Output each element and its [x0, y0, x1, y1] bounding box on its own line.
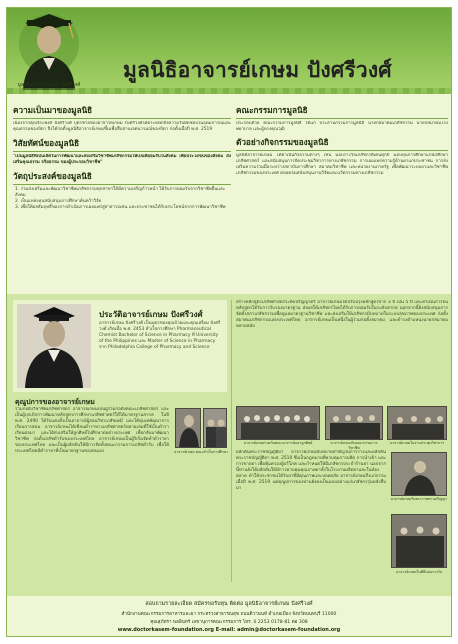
photo-group-small — [203, 408, 227, 448]
vision-heading: วิสัยทัศน์ของมูลนิธิ — [13, 137, 231, 152]
merits-heading: คุณูปการของอาจารย์เกษม — [15, 398, 95, 406]
photo-caption-4: อาจารย์เกษมในงานประชุมวิชาการ — [389, 441, 445, 445]
activities-text: มูลนิธิอาจารย์เกษม ได้ดำเนินกิจกรรมต่างๆ เช่น มอบรางวัลเภสัชกรดีเด่นทุกปี มอบทุนการศึกษาแก่นักศึกษาเภสัชศาสตร์ และสนับสนุนการจัดประชุมวิชาการทางเภสัชกรรม การเผยแพร่ความรู้ด้านยาแก่ประชาชน การส่งเสริมความร่วมมือระหว่างสถาบันการศึกษา สมาคมวิชาชีพ และหน่วยงานภาครัฐ เพื่อพัฒนาระบบยาและวิชาชีพเภสัชกรรมของประเทศ ตลอดจนสนับสนุนงานวิจัยและนวัตกรรมทางเภสัชกรรม — [236, 153, 448, 176]
merits-text: ร่วมก่อตั้งวิชาชีพเภสัชศาสตร์ อาจารย์เกษมเป็นผู้ร่วมก่อตั้งคณะเภสัชศาสตร์ และเป็นผู้บุกเบิกการพัฒนาหลักสูตรการศึกษาเภสัชศาสตร์ให้ได้มาตรฐานสากล ในปี พ.ศ. 2490 ได้รับแต่งตั้งเป็นอาจารย์ผู้สอนวิชาเภสัชเคมี และได้ทุ่มเทพัฒนาการเรียนการสอน อาจารย์เกษมได้เขียนตำราทางเภสัชศาสตร์หลายเล่มที่ใช้เป็นตำราเรียนต่อมา และได้ส่งเสริมให้ลูกศิษย์ไปศึกษาต่อต่างประเทศ เพื่อกลับมาพัฒนาวิชาชีพ ก่อตั้งเภสัชตำรับของประเทศไทย อาจารย์เกษมเป็นผู้ริเริ่มจัดทำตำรายาของประเทศไทย และเป็นผู้ผลักดันให้มีการจัดตั้งคณะกรรมการเภสัชตำรับ เพื่อให้ประเทศไทยมีตำรายาที่เป็นมาตรฐานของตนเอง — [15, 407, 169, 454]
founder-graduation-portrait — [13, 10, 85, 90]
contact-footer — [7, 596, 451, 637]
founder-bio: อาจารย์เกษม ปังศรีวงศ์ เป็นบุตรของคุณบ้วยและคุณเสงี่ยม ปังศรีวงศ์ เกิดเมื่อ พ.ศ. 2453 สำเร็จการศึกษา Pharmaceutical Chemist Bachelor of Science in Pharmacy ที่ University of the Philippines และ Master of Science in Pharmacy จาก Philadelphia College of Pharmacy and Science — [99, 321, 221, 350]
photo-caption-6: อาจารย์เกษมในพิธีมอบรางวัล — [396, 570, 442, 574]
photo-caption-2: อาจารย์เกษมร่วมกับคณะอาจารย์และลูกศิษย์ — [243, 441, 313, 445]
footer-contact-heading: สอบถามรายละเอียด สมัครขอรับทุน ติดต่อ มูลนิธิอาจารย์เกษม ปังศรีวงศ์ — [145, 601, 313, 607]
photo-caption-3: อาจารย์เกษมกับคณะกรรมการวิชาชีพ — [330, 441, 378, 450]
photo-degree-ceremony — [391, 452, 447, 496]
right-column — [236, 104, 448, 177]
page-title: มูลนิธิอาจารย์เกษม ปังศรีวงศ์ — [123, 57, 392, 82]
left-column — [13, 104, 231, 211]
photo-conference — [387, 406, 447, 440]
column-divider — [231, 300, 232, 582]
history-text: เนื่องจากคุณจิระพงศ์ ปังศรีวงศ์ บุตรชายของอาจารย์เกษม ปังศรีวงศ์ได้ตระหนักถึงความรับผิดชอบในอุดมการณ์และคุณธรรมของบิดา จึงได้ก่อตั้งมูลนิธิอาจารย์เกษมขึ้นเพื่อสืบสานเจตนารมณ์ของบิดา ก่อตั้งเมื่อปี พ.ศ. 2519 — [13, 121, 231, 132]
founder-heading: ประวัติอาจารย์เกษม ปังศรีวงศ์ — [99, 310, 203, 319]
poster-sheet — [6, 7, 452, 637]
photo-faculty-group — [236, 406, 320, 440]
objectives-heading: วัตถุประสงค์ของมูลนิธิ — [13, 170, 231, 185]
objective-item-1: 1. ร่วมส่งเสริมและพัฒนาวิชาชีพเภสัชกรรมทุกสาขาให้มีความเจริญก้าวหน้า ได้รับการยอมรับจากวิชาชีพอื่นและสังคม — [15, 187, 226, 198]
photo-committee — [325, 406, 383, 440]
curriculum-text: สร้างหลักสูตรเภสัชศาสตร์ระดับปริญญาตรี อาจารย์เกษมได้ปรับปรุงหลักสูตรจาก 3 ปี เป็น 5 ปี และดำเนินการจนหลักสูตรได้รับการรับรองมาตรฐาน ส่งผลให้เภสัชกรไทยได้รับการยอมรับในระดับสากล นอกจากนี้ยังสนับสนุนการจัดตั้งสภาเภสัชกรรมเพื่อดูแลมาตรฐานวิชาชีพ และส่งเสริมให้เภสัชกรมีบทบาทในระบบสุขภาพของประเทศ ก่อตั้งสมาคมเภสัชกรรมแห่งประเทศไทย อาจารย์เกษมเป็นหนึ่งในผู้ร่วมก่อตั้งสมาคม และดำรงตำแหน่งนายกสมาคมหลายสมัย — [236, 300, 448, 329]
committee-text: ประกอบด้วย คณะกรรมการมูลนิธิ ได้แก่ ประธานกรรมการมูลนิธิ นายกสมาคมเภสัชกรรม นายกสมาคมโรงพยาบาล และผู้ทรงคุณวุฒิ — [236, 121, 448, 132]
footer-web-email: www.doctorkasem-foundation.org E-mail: admin@doctorkasem-foundation.org — [117, 627, 341, 633]
drug-act-text: ผลักดันพระราชบัญญัติยา อาจารย์เกษมมีบทบาทสำคัญในการร่างและผลักดันพระราชบัญญัติยา พ.ศ. 2510 ซึ่งเป็นกฎหมายที่ควบคุมการผลิต การนำเข้า และการขายยา เพื่อคุ้มครองผู้บริโภค และกำหนดให้มีเภสัชกรประจำร้านยา นอกจากนี้ท่านยังได้ผลักดันให้มีการควบคุมคุณภาพยาทั้งในโรงงานผลิตยาและในท้องตลาด ทำให้ประชาชนได้รับยาที่มีคุณภาพและปลอดภัย อาจารย์เกษมถึงแก่กรรมเมื่อปี พ.ศ. 2519 แต่คุณูปการของท่านยังคงเป็นแบบอย่างแก่เภสัชกรรุ่นหลังสืบมา — [236, 450, 386, 491]
history-heading: ความเป็นมาของมูลนิธิ — [13, 104, 231, 119]
committee-heading: คณะกรรมการมูลนิธิ — [236, 104, 448, 119]
founder-portrait-photo — [17, 304, 91, 388]
photo-award-ceremony — [391, 514, 447, 568]
footer-phone: คุณสุภัทรา พลอินทร์ เลขานุการคณะกรรมการ โทร. 0 2253 0178-81 ต่อ 308 — [150, 620, 308, 625]
vision-text: "เป็นมูลนิธิที่เป็นเลิศในการพัฒนาและส่งเสริมวิชาชีพเภสัชกรรมให้เป็นที่ยอมรับในสังคม เพื่อประโยชน์ของสังคม ส่งเสริมคุณธรรม จริยธรรม ของผู้ประกอบวิชาชีพ" — [13, 154, 231, 165]
footer-address: สำนักงานคณะกรรมการอาหารและยา กระทรวงสาธารณสุข ถนนติวานนท์ อำเภอเมือง จังหวัดนนทบุรี 11000 — [121, 612, 337, 617]
photo-caption-5: อาจารย์เกษมรับพระราชทานปริญญา — [390, 497, 448, 501]
header-banner — [7, 8, 451, 94]
activities-heading: ตัวอย่างกิจกรรมของมูลนิธิ — [236, 136, 448, 151]
photo-caption-1: อาจารย์เกษม ขณะสำเร็จการศึกษา — [174, 450, 228, 454]
objective-item-2: 2. เป็นแหล่งทุนสนับสนุนการศึกษาค้นคว้าวิจัย — [15, 199, 102, 204]
objective-item-3: 3. เพื่อให้ผลสัมฤทธิ์ของการดำเนินการเผยแพร่สู่สาธารณชน และประชาชนได้รับประโยชน์จากการพัฒนาวิชาชีพ — [15, 205, 226, 210]
photo-graduation — [175, 408, 201, 448]
header-photo-caption: มูลนิธิอาจารย์เกษม ปังศรีวงศ์ — [17, 82, 81, 88]
